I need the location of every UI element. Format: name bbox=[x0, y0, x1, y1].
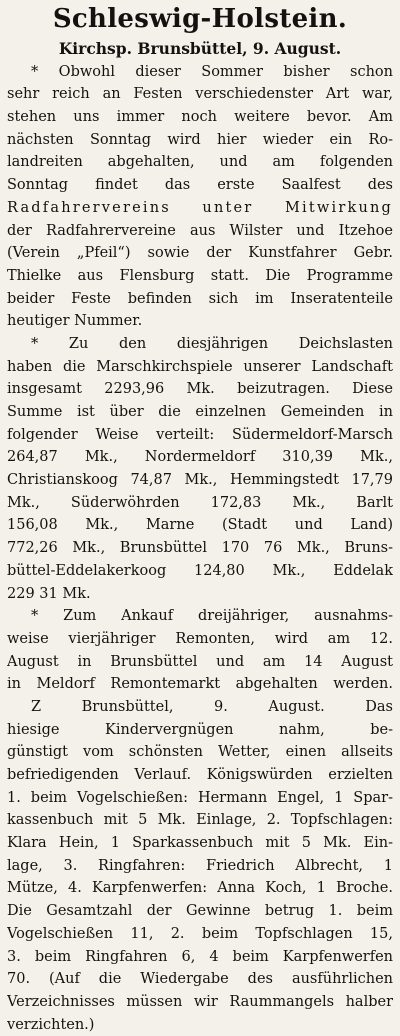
article-body bbox=[7, 38, 393, 1036]
text-line: Mütze, 4. Karpfenwerfen: Anna Koch, 1 Broche. bbox=[7, 880, 393, 897]
text-line: haben die Marschkirchspiele unserer Landschaft bbox=[7, 358, 393, 375]
text-line: Die Gesamtzahl der Gewinne betrug 1. beim bbox=[7, 903, 393, 920]
text-line: nächsten Sonntag wird hier wieder ein Ro- bbox=[7, 131, 393, 148]
text-line: Sonntag findet das erste Saalfest des bbox=[7, 177, 393, 194]
text-line: Vogelschießen 11, 2. beim Topfschlagen 15, bbox=[7, 925, 393, 942]
text-line: Verzeichnisses müssen wir Raummangels halber bbox=[7, 993, 393, 1010]
text-line: Z Brunsbüttel, 9. August. Das bbox=[31, 698, 393, 715]
text-line: kassenbuch mit 5 Mk. Einlage, 2. Topfschlagen: bbox=[7, 812, 393, 829]
text-line: 772,26 Mk., Brunsbüttel 170 76 Mk., Bruns- bbox=[7, 540, 393, 557]
text-line: 3. beim Ringfahren 6, 4 beim Karpfenwerfen bbox=[7, 948, 393, 965]
text-line: in Meldorf Remontemarkt abgehalten werden. bbox=[7, 676, 393, 693]
text-line: 229 31 Mk. bbox=[7, 585, 91, 602]
text-line: insgesamt 2293,96 Mk. beizutragen. Diese bbox=[7, 381, 393, 398]
text-line: stehen uns immer noch weitere bevor. Am bbox=[7, 109, 393, 126]
text-line: Thielke aus Flensburg statt. Die Programme bbox=[7, 267, 393, 284]
text-line: beider Feste befinden sich im Inseratenteile bbox=[7, 290, 393, 307]
text-line: * Obwohl dieser Sommer bisher schon bbox=[31, 63, 393, 80]
text-line: 264,87 Mk., Nordermeldorf 310,39 Mk., bbox=[7, 449, 393, 466]
text-line: 156,08 Mk., Marne (Stadt und Land) bbox=[7, 517, 393, 534]
text-line: Klara Hein, 1 Sparkassenbuch mit 5 Mk. Ein- bbox=[7, 835, 393, 852]
text-line: 1. beim Vogelschießen: Hermann Engel, 1 Spar- bbox=[7, 789, 393, 806]
text-line: (Verein „Pfeil“) sowie der Kunstfahrer Gebr. bbox=[7, 245, 393, 262]
text-line: befriedigenden Verlauf. Königswürden erzielten bbox=[7, 767, 393, 783]
text-line: * Zu den diesjährigen Deichslasten bbox=[31, 335, 393, 352]
text-line: verzichten.) bbox=[7, 1016, 95, 1033]
text-line: büttel-Eddelakerkoog 124,80 Mk., Eddelak bbox=[7, 562, 393, 579]
text-line: sehr reich an Festen verschiedenster Art war, bbox=[7, 86, 393, 103]
text-line: weise vierjähriger Remonten, wird am 12. bbox=[7, 630, 393, 647]
section-headline: Schleswig-Holstein. bbox=[52, 4, 348, 34]
text-line: günstigt vom schönsten Wetter, einen allseits bbox=[7, 744, 393, 761]
text-line: hiesige Kindervergnügen nahm, be- bbox=[7, 721, 393, 738]
text-line: 70. (Auf die Wiedergabe des ausführlichen bbox=[7, 971, 393, 988]
text-line: Christianskoog 74,87 Mk., Hemmingstedt 17,79 bbox=[7, 472, 393, 489]
text-line: Summe ist über die einzelnen Gemeinden in bbox=[7, 404, 393, 420]
text-line: landreiten abgehalten, und am folgenden bbox=[7, 154, 393, 171]
text-line: folgender Weise verteilt: Südermeldorf-Marsch bbox=[7, 426, 393, 443]
text-line: Mk., Süderwöhrden 172,83 Mk., Barlt bbox=[7, 494, 393, 511]
text-line: August in Brunsbüttel und am 14 August bbox=[7, 653, 393, 670]
text-line: * Zum Ankauf dreijähriger, ausnahms- bbox=[31, 608, 393, 625]
text-line: der Radfahrervereine aus Wilster und Itzehoe bbox=[7, 222, 393, 239]
text-line: heutiger Nummer. bbox=[7, 313, 143, 330]
text-line: lage, 3. Ringfahren: Friedrich Albrecht, 1 bbox=[7, 857, 393, 874]
article-dateline: Kirchsp. Brunsbüttel, 9. August. bbox=[58, 39, 342, 58]
text-line: Radfahrervereins unter Mitwirkung bbox=[7, 199, 393, 216]
